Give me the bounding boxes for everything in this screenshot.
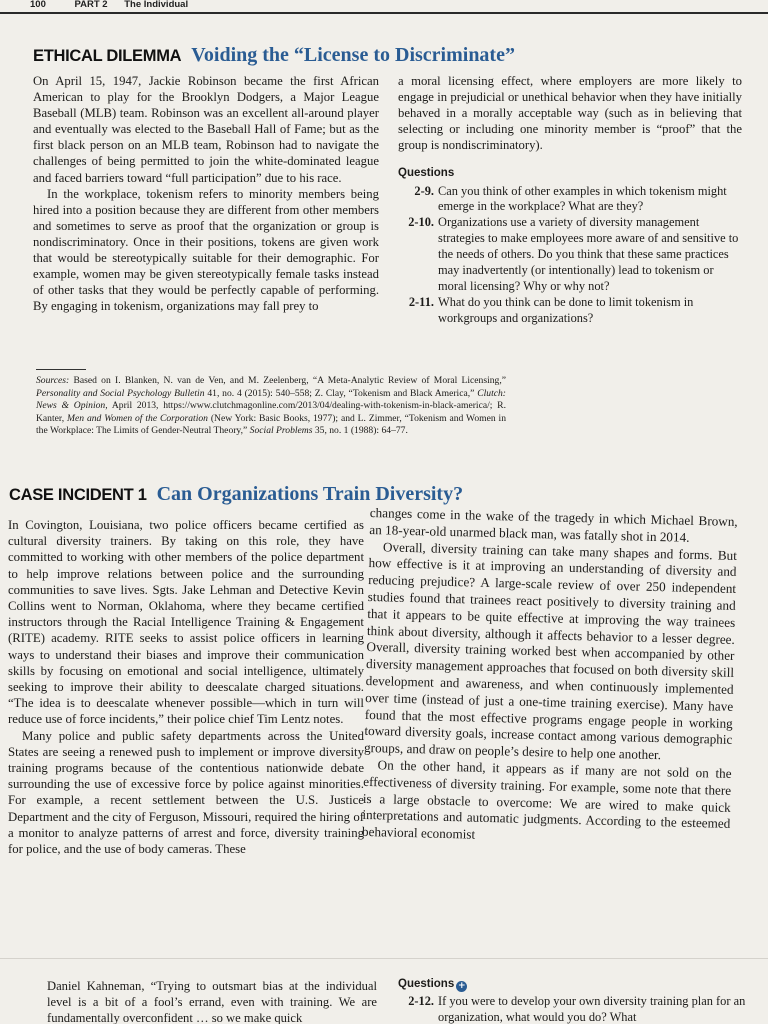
sources-journal: Clutch: News & Opinion, <box>36 387 506 412</box>
question-item <box>398 215 742 295</box>
case-incident-heading <box>9 483 463 506</box>
page-divider <box>0 958 768 959</box>
question-number: 2-11. <box>408 294 434 309</box>
paragraph: In Covington, Louisiana, two police officers became certified as cultural diversity trainers. By taking on this role, they have committed to working with other members of the police department to help improve relations between police and the surrounding communities to save lives. Sgts. Jake Lehman and Detective Kevin Collins went to Norman, Oklahoma, where they became certified instructors through the Racial Intelligence Training & Engagement (RITE) academy. RITE seeks to assist police officers in learning ways to understand their biases and improve their communication skills by focusing on emotional and social intelligence, ultimately seeking to improve their ability to deescalate charged situations. “The idea is to deescalate whenever possible—which in turn will reduce use of force incidents,” their police chief Tim Lentz notes. <box>8 518 364 727</box>
paragraph: On April 15, 1947, Jackie Robinson became the first African American to play for the Brooklyn Dodgers, a Major League Baseball (MLB) team. Robinson was an excellent all-around player and eventually was elected to the Baseball Hall of Fame; but as the first black person on an MLB team, Robinson had to navigate the challenges of being permitted to join the white-dominated league and faced barriers toward “full participation” due to his race. <box>33 74 379 185</box>
question-text: Organizations use a variety of diversity management strategies to make employees more aware of and sensitive to the needs of others. Do you think that these same practices may inadvertently (or intentionally) lead to tokenism or moral licensing? Why or why not? <box>438 215 739 293</box>
ethical-dilemma-title: Voiding the “License to Discriminate” <box>191 44 515 66</box>
page-number: 100 <box>30 0 46 10</box>
ethical-dilemma-heading <box>33 44 515 67</box>
question-item <box>398 184 742 216</box>
sources-text: 35, no. 1 (1988): 64–77. <box>312 425 408 437</box>
questions-heading <box>398 976 748 992</box>
case-incident-right-column <box>362 505 738 850</box>
paragraph: Many police and public safety departments across the United States are seeing a renewed push to implement or improve diversity training programs because of the contentious nationwide debate surrounding the use of excessive force by police against minorities. For example, a recent settlement between the U.S. Justice Department and the city of Ferguson, Missouri, required the hiring of a monitor to analyze patterns of arrest and force, diversity training for police, and the use of body cameras. These <box>8 728 364 857</box>
paragraph: On the other hand, it appears as if many are not sold on the effectiveness of diversity training. For example, some note that there is a large obstacle to overcome: We are wired to make quick interpretations and automatic judgments. According to the esteemed behavioral economist <box>361 757 732 842</box>
sources-text: (New York: Basic Books, 1977); and L. Zimmer, “Tokenism and Women in the Workplace: The Limits of Gender-Neutral Theory,” <box>36 412 507 437</box>
quote-paragraph: Daniel Kahneman, “Trying to outsmart bias at the individual level is a bit of a fool’s errand, even with training. We are fundamentally overconfident … so we make quick <box>47 979 377 1024</box>
sources-text: April 2013, https://www.clutchmagonline.com/2013/04/dealing-with-tokenism-in-black-america/; R. Kanter, <box>36 400 506 424</box>
ethical-dilemma-left-column <box>33 73 379 314</box>
case-incident-title: Can Organizations Train Diversity? <box>156 483 464 505</box>
ethical-dilemma-right-column <box>398 73 742 327</box>
case-incident-label: CASE INCIDENT 1 <box>9 486 147 504</box>
plus-circle-icon: + <box>457 981 466 991</box>
question-text: What do you think can be done to limit tokenism in workgroups and organizations? <box>438 294 694 325</box>
question-text: Can you think of other examples in which tokenism might emerge in the workplace? What are they? <box>438 183 727 214</box>
sources-journal: Social Problems <box>249 425 313 437</box>
paragraph: changes come in the wake of the tragedy in which Michael Brown, an 18-year-old unarmed black man, was fatally shot in 2014. <box>369 505 738 545</box>
questions-heading-text: Questions <box>398 978 455 990</box>
question-number: 2-12. <box>408 994 434 1009</box>
sources-text: Based on I. Blanken, N. van de Ven, and M. Zeelenberg, “A Meta-Analytic Review of Moral Licensing,” <box>69 375 506 386</box>
questions-heading: Questions <box>398 167 455 180</box>
sources-book: Men and Women of the Corporation <box>67 412 208 424</box>
paragraph: In the workplace, tokenism refers to minority members being hired into a position because they are different from other members and sometimes to serve as proof that the organization or group is nondiscriminatory. Once in their positions, tokens are given work that would be stereotypically suitable for their demographic. For example, women may be given stereotypically female tasks instead of other tasks that they would be perfectly capable of performing. By engaging in tokenism, organizations may fall prey to <box>33 186 379 314</box>
part-label: PART 2 <box>74 0 108 10</box>
question-item <box>398 295 742 327</box>
running-header <box>0 0 768 14</box>
sources-divider <box>36 369 86 370</box>
question-number: 2-9. <box>414 183 434 198</box>
sources-label: Sources: <box>36 375 70 386</box>
section-label: The Individual <box>124 0 189 10</box>
sources-journal: Personality and Social Psychology Bulletin <box>36 387 205 399</box>
bottom-questions <box>398 976 748 1024</box>
sources-note <box>36 375 506 438</box>
case-incident-left-column <box>8 517 364 857</box>
paragraph: a moral licensing effect, where employers are more likely to engage in prejudicial or unethical behavior when they have initially behaved in a morally acceptable way (such as in believing that selecting or including one minority member is “proof” that the group is nondiscriminatory). <box>398 74 742 153</box>
question-text: If you were to develop your own diversity training plan for an organization, what would you do? What <box>438 994 746 1024</box>
paragraph: Overall, diversity training can take many shapes and forms. But how effective is it at improving an understanding of diversity and reducing prejudice? A large-scale review of over 250 independent studies found that trainees react positively to diversity training and that it appears to be quite effective at improving the way trainees think about diversity, although it affects behavior to a lesser degree. Overall, diversity training worked best when accompanied by other diversity management approaches that focused on both diversity skill development and awareness, and when continuously implemented over time (instead of just a one-time training exercise). Many have found that the most effective programs engage people in working toward diversity goals, increase contact among various demographic groups, and draw on people’s desire to help one another. <box>363 538 738 763</box>
question-number: 2-10. <box>408 215 434 230</box>
question-item <box>398 994 748 1024</box>
ethical-dilemma-label: ETHICAL DILEMMA <box>33 47 182 65</box>
sources-text: 41, no. 4 (2015): 540–558; Z. Clay, “Tokenism and Black America,” <box>204 387 478 399</box>
